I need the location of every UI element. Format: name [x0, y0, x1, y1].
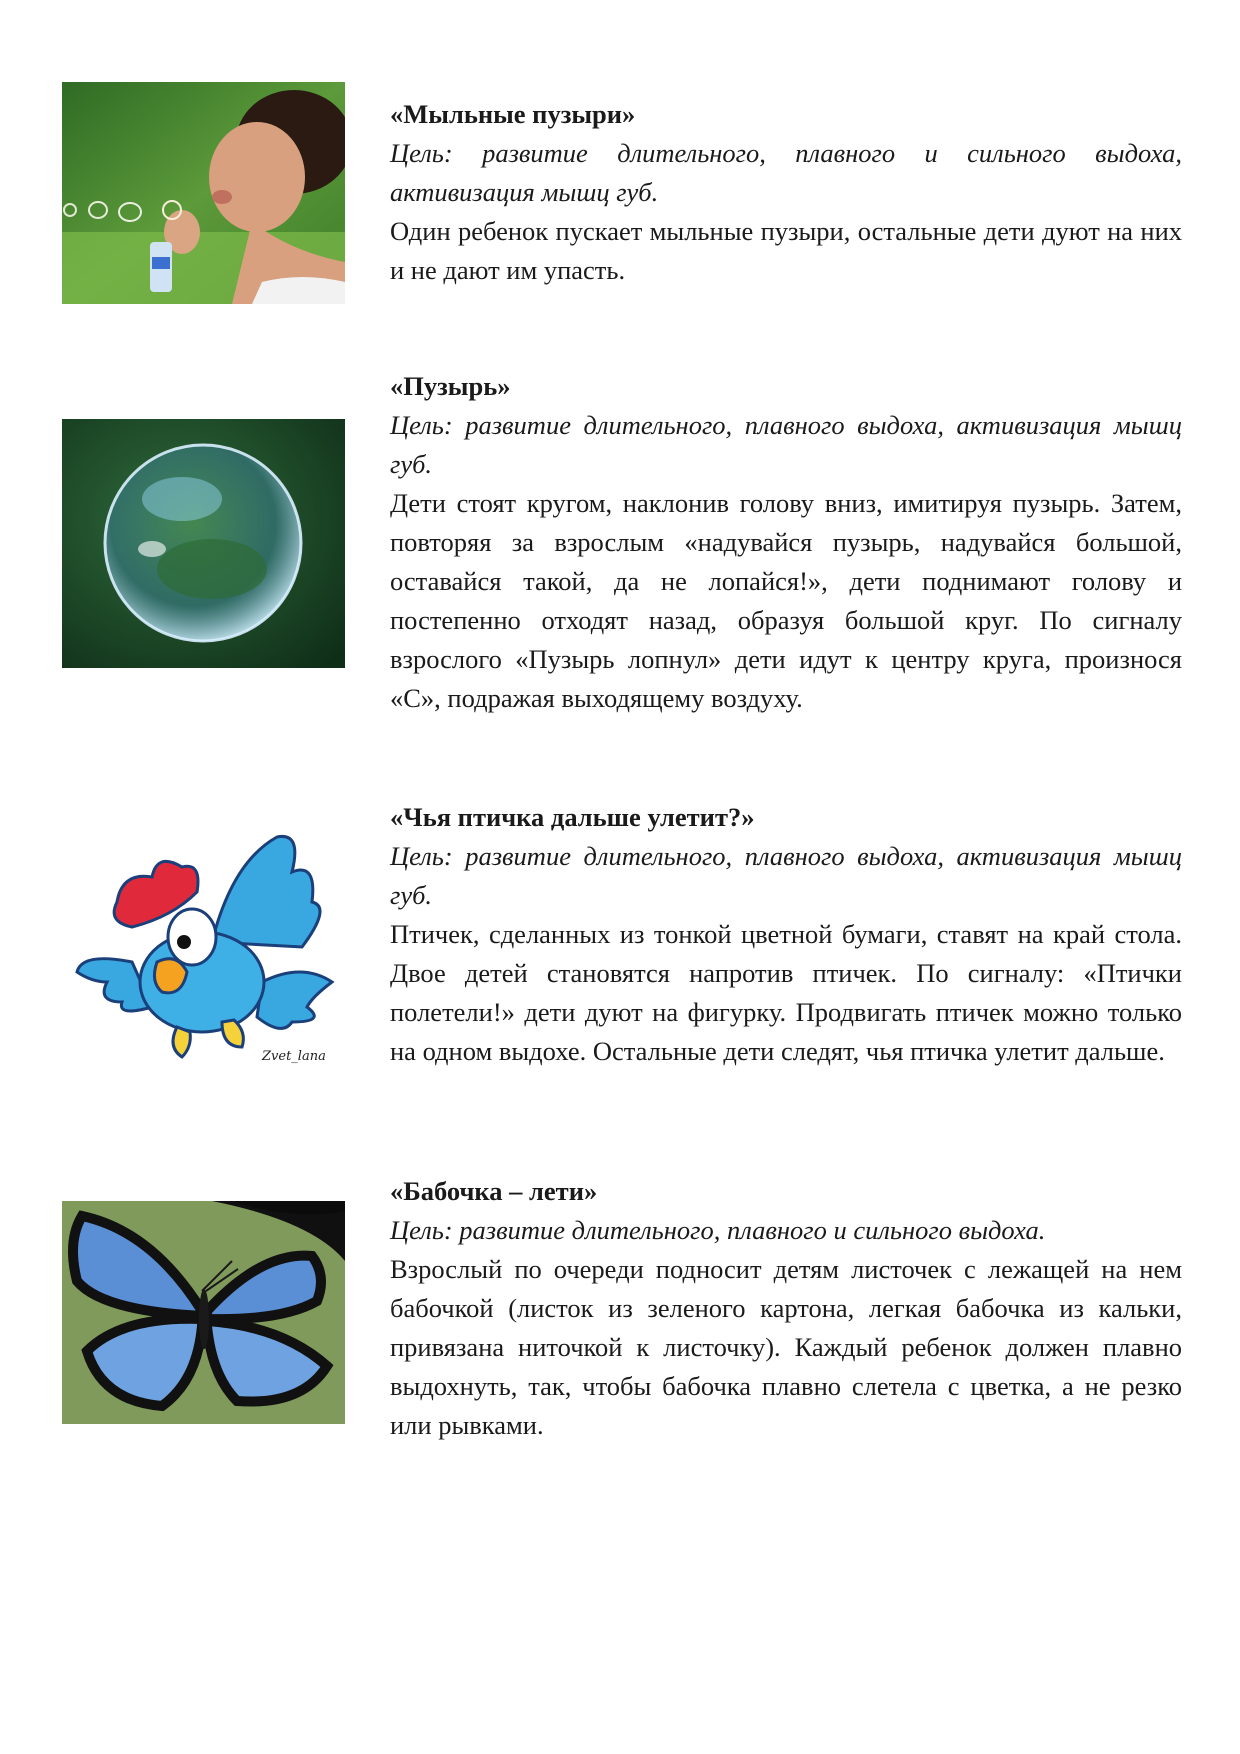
game-description: Птичек, сделанных из тонкой цветной бумаги, ставят на край стола. Двое детей становятся напротив птичек. По сигналу: «Птички полетели!» дети дуют на фигурку. Продвигать птичек можно только на одном выдохе. Остальные дети следят, чья птичка улетит дальше.	[390, 919, 1182, 1066]
game-title: «Пузырь»	[390, 371, 511, 401]
game-description: Дети стоят кругом, наклонив голову вниз, имитируя пузырь. Затем, повторяя за взрослым «надувайся пузырь, надувайся большой, оставайся такой, да не лопайся!», дети поднимают голову и постепенно отходят назад, образуя большой круг. По сигналу взрослого «Пузырь лопнул» дети идут к центру круга, произнося «С», подражая выходящему воздуху.	[390, 488, 1182, 713]
game-goal: Цель: развитие длительного, плавного и сильного выдоха, активизация мышц губ.	[390, 138, 1182, 207]
game-description: Взрослый по очереди подносит детям листочек с лежащей на нем бабочкой (листок из зеленого картона, легкая бабочка из кальки, привязана ниточкой к листочку). Каждый ребенок должен плавно выдохнуть, так, чтобы бабочка плавно слетела с цветка, а не резко или рывками.	[390, 1254, 1182, 1440]
blue-butterfly-image	[62, 1201, 345, 1424]
cartoon-parrot-image	[62, 832, 345, 1072]
game-text	[390, 367, 1182, 718]
game-goal: Цель: развитие длительного, плавного выдоха, активизация мышц губ.	[390, 410, 1182, 479]
game-text	[390, 1172, 1182, 1445]
game-text	[390, 95, 1182, 290]
game-title: «Чья птичка дальше улетит?»	[390, 802, 755, 832]
image-signature: Zvet_lana	[262, 1049, 326, 1064]
game-title: «Бабочка – лети»	[390, 1176, 598, 1206]
game-goal: Цель: развитие длительного, плавного и сильного выдоха.	[390, 1215, 1046, 1245]
soap-bubble-image	[62, 419, 345, 668]
game-text	[390, 798, 1182, 1071]
game-description: Один ребенок пускает мыльные пузыри, остальные дети дуют на них и не дают им упасть.	[390, 216, 1182, 285]
game-title: «Мыльные пузыри»	[390, 99, 636, 129]
game-goal: Цель: развитие длительного, плавного выдоха, активизация мышц губ.	[390, 841, 1182, 910]
girl-blowing-bubbles-image	[62, 82, 345, 304]
